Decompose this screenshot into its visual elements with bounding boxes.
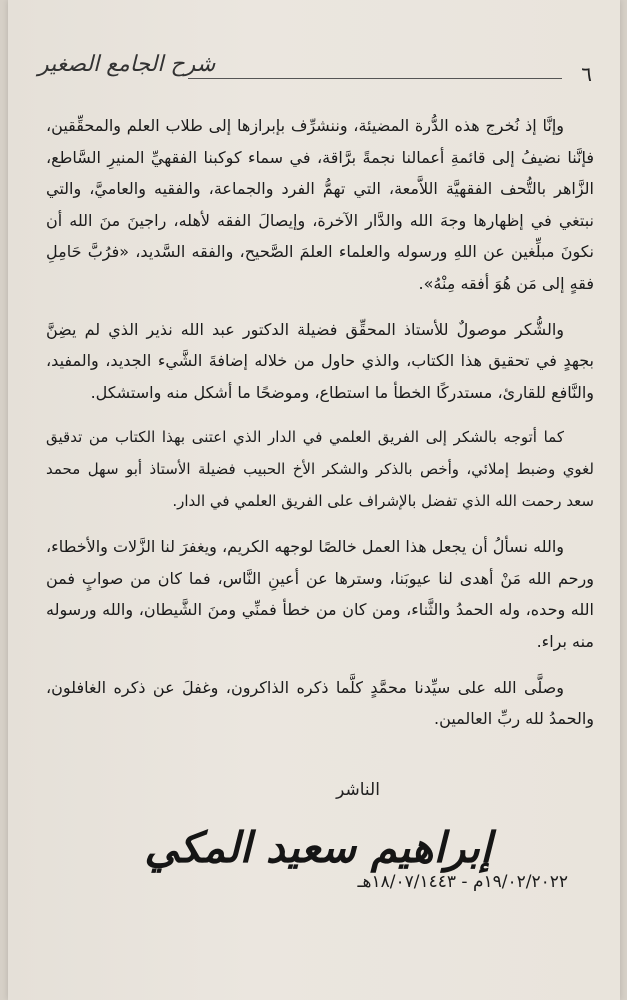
publisher-label: الناشر	[336, 780, 380, 800]
publisher-signature	[48, 806, 588, 876]
header-rule	[188, 78, 562, 79]
page-header	[36, 52, 596, 92]
page-number: ٦	[581, 62, 592, 86]
publisher-name: إبراهيم سعيد المكي	[144, 823, 492, 872]
publication-date: ١٩/٠٢/٢٠٢٢م - ١٨/٠٧/١٤٤٣هـ	[357, 872, 568, 892]
body-text	[46, 110, 594, 749]
paragraph-prayer: والله نسألُ أن يجعل هذا العمل خالصًا لوجهه الكريم، ويغفرَ لنا الزَّلات والأخطاء، ورحم الله مَنْ أهدى لنا عيوبَنا، وسترها عن أعينِ النَّاس، فما كان من صوابٍ فمن الله وحده، وله الحمدُ والثَّناء، ومن كان من خطأ فمنِّي ومنَ الشَّيطان، والله ورسوله منه براء.	[46, 537, 594, 651]
paragraph-thanks-editor: والشُّكر موصولٌ للأستاذ المحقِّق فضيلة الدكتور عبد الله نذير الذي لم يضِنَّ بجهدٍ في تحقيق هذا الكتاب، والذي حاول من خلاله إضافةَ الشَّيء الجديد، والمفيد، والنَّافع للقارئ، مستدركًا الخطأ ما استطاع، وموضحًا ما أشكل منه واستشكل.	[46, 319, 594, 402]
running-title: شرح الجامع الصغير	[38, 52, 216, 77]
book-page	[8, 0, 620, 1000]
paragraph-intro: وإنَّا إذ نُخرج هذه الدُّرة المضيئة، وننشرِّف بإبرازها إلى طلاب العلم والمحقِّقين، فإنَّنا نضيفُ إلى قائمةِ أعمالنا نجمةً برَّاقة، في سماء كوكبنا الفقهيِّ المنيرِ السَّاطع، الزَّاهر بالتُّحف الفقهيَّة اللاَّمعة، التي تهمُّ الفرد والجماعة، والفقيه والعاميَّ، والتي نبتغي في إظهارها وجهَ الله والدَّار الآخرة، وإيصالَ الفقه لأهله، راجينَ منَ الله أن نكونَ مبلِّغين عن اللهِ ورسوله والعلماء العلمَ الصَّحيح، والفقه السَّديد، «فرُبَّ حَامِلِ فقهٍ إلى مَن هُوَ أفقه مِنْهُ».	[46, 116, 594, 293]
paragraph-closing: وصلَّى الله على سيِّدنا محمَّدٍ كلَّما ذكره الذاكرون، وغفلَ عن ذكره الغافلون، والحمدُ لله ربِّ العالمين.	[46, 677, 594, 729]
paragraph-thanks-team: كما أتوجه بالشكر إلى الفريق العلمي في الدار الذي اعتنى بهذا الكتاب من تدقيق لغوي وضبط إملائي، وأخص بالذكر والشكر الأخ الحبيب فضيلة الأستاذ أبو سهل محمد سعد رحمت الله الذي تفضل بالإشراف على الفريق العلمي في الدار.	[46, 428, 594, 510]
